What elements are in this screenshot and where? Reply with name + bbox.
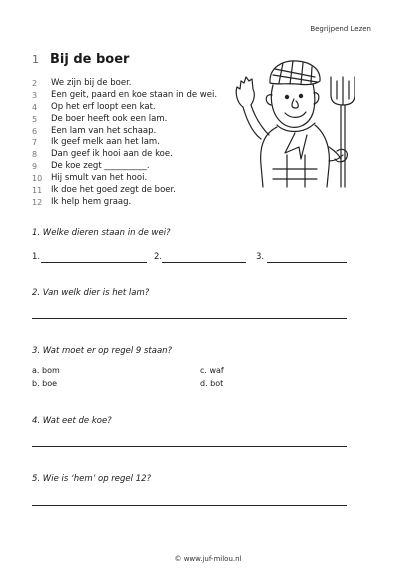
line-number: 9	[32, 162, 38, 172]
page-footer: © www.juf-milou.nl	[174, 555, 242, 563]
option-a[interactable]: a. bom	[32, 366, 60, 375]
line-number: 7	[32, 138, 38, 148]
line-number: 4	[32, 102, 38, 112]
answer-label-2: 2.	[154, 252, 163, 262]
title-line-number: 1	[32, 53, 39, 66]
question-2: 2. Van welk dier is het lam?	[32, 288, 150, 298]
line-number: 2	[32, 79, 38, 88]
line-text: De koe zegt __________.	[51, 161, 150, 172]
line-number: 11	[32, 186, 43, 196]
line-text: Ik geef melk aan het lam.	[51, 137, 160, 148]
answer-line-3[interactable]	[267, 262, 347, 263]
line-number: 3	[32, 90, 38, 100]
page-header: Begrijpend Lezen	[310, 25, 371, 33]
answer-line-2[interactable]	[162, 262, 246, 263]
line-text: Ik doe het goed zegt de boer.	[51, 185, 176, 196]
line-text: Op het erf loopt een kat.	[51, 101, 156, 112]
line-text: Een lam van het schaap.	[51, 125, 157, 136]
page-title: Bij de boer	[50, 52, 130, 67]
answer-line[interactable]	[32, 318, 347, 319]
line-text: We zijn bij de boer.	[51, 78, 132, 88]
question-4: 4. Wat eet de koe?	[32, 416, 112, 426]
option-d[interactable]: d. bot	[200, 379, 224, 388]
line-number: 8	[32, 150, 38, 160]
answer-label-1: 1.	[32, 252, 41, 262]
answer-line[interactable]	[32, 505, 347, 506]
line-text: Hij smult van het hooi.	[51, 173, 148, 184]
line-number: 12	[32, 197, 43, 207]
question-1: 1. Welke dieren staan in de wei?	[32, 228, 171, 238]
answer-label-3: 3.	[256, 252, 265, 262]
question-5: 5. Wie is ‘hem’ op regel 12?	[32, 474, 152, 484]
option-c[interactable]: c. waf	[200, 366, 224, 375]
line-text: De boer heeft ook een lam.	[51, 113, 168, 124]
farmer-illustration	[225, 55, 355, 190]
line-text: Dan geef ik hooi aan de koe.	[51, 149, 173, 160]
line-text: Ik help hem graag.	[51, 196, 132, 207]
answer-line-1[interactable]	[41, 262, 147, 263]
question-3: 3. Wat moet er op regel 9 staan?	[32, 346, 173, 356]
line-number: 6	[32, 126, 38, 136]
line-text: Een geit, paard en koe staan in de wei.	[51, 89, 218, 100]
answer-line[interactable]	[32, 446, 347, 447]
line-number: 10	[32, 174, 43, 184]
line-number: 5	[32, 114, 38, 124]
option-b[interactable]: b. boe	[32, 379, 58, 388]
